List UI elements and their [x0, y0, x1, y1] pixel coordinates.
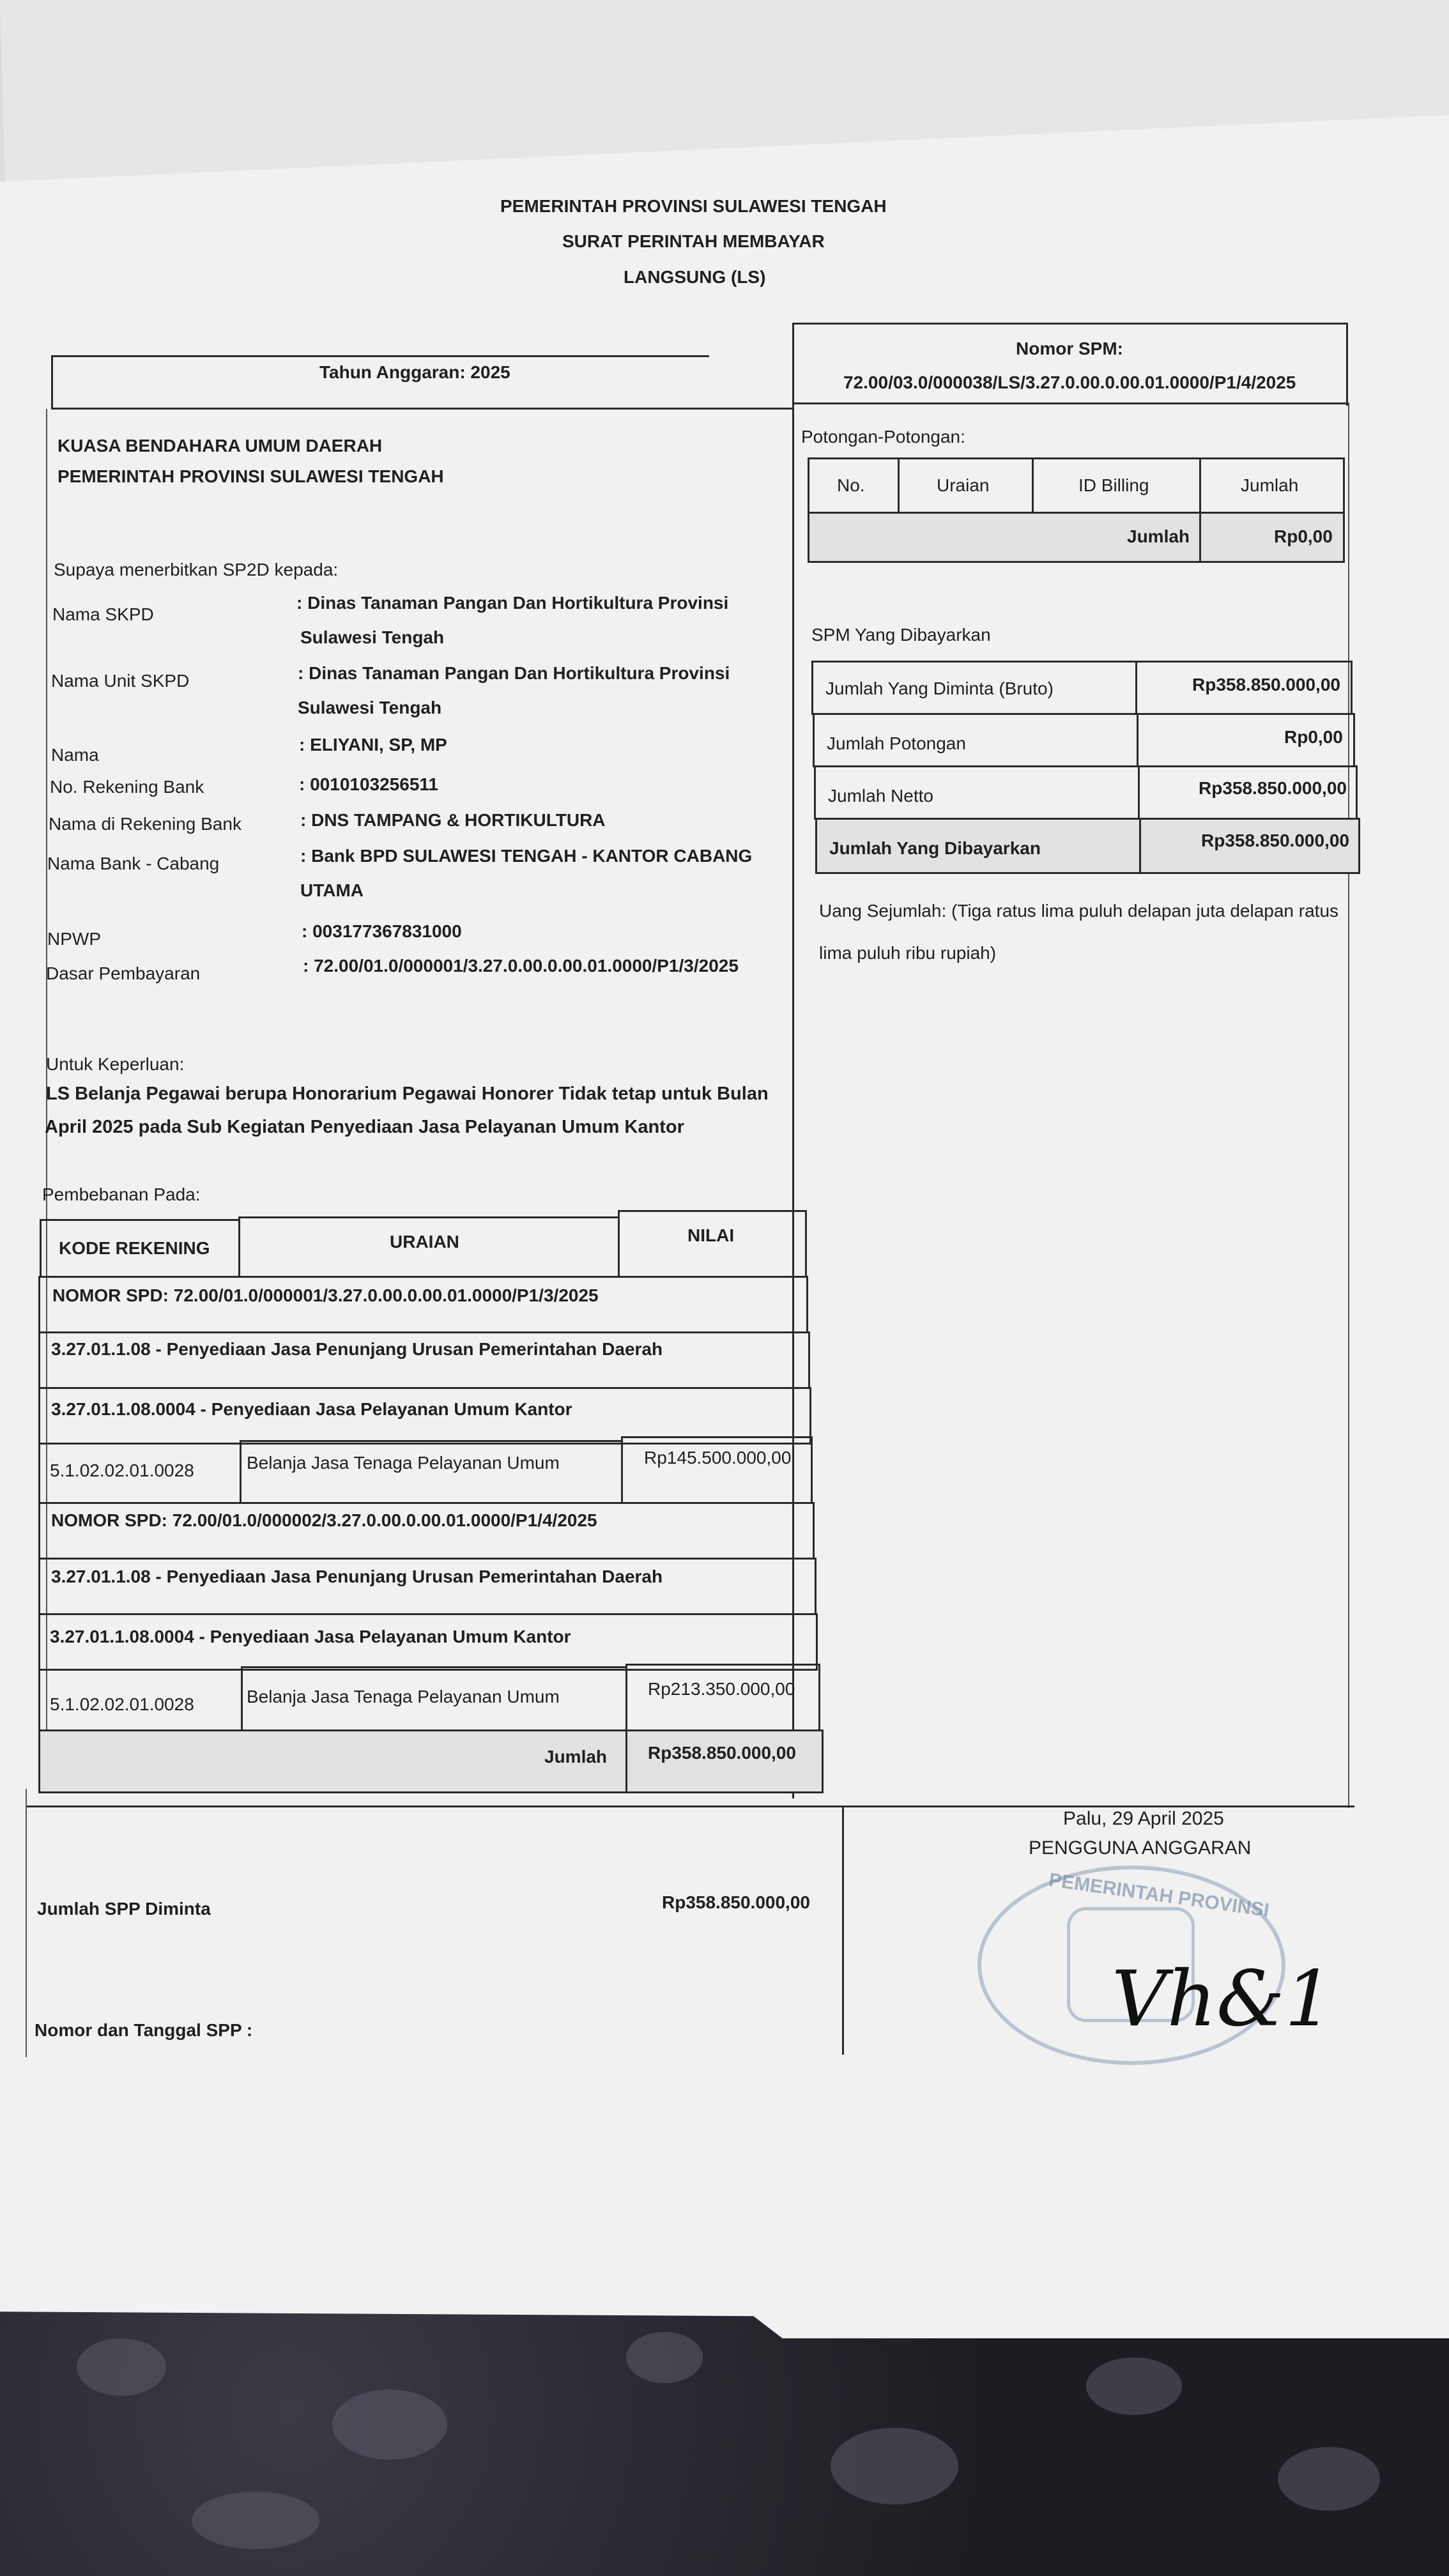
potongan-sum-label: Jumlah Potongan [827, 733, 966, 753]
terbilang-line2: lima puluh ribu rupiah) [819, 943, 997, 963]
col-nilai-text: NILAI [687, 1225, 735, 1245]
potongan-label: Potongan-Potongan: [801, 427, 965, 447]
header-title: SURAT PERINTAH MEMBAYAR [562, 231, 825, 251]
nama-unit-value-2: Sulawesi Tengah [298, 698, 442, 717]
nama-skpd-value-2: Sulawesi Tengah [300, 627, 445, 647]
frame-sep-right [792, 402, 1348, 404]
keperluan-label: Untuk Keperluan: [46, 1054, 185, 1074]
kuasa-line2: PEMERINTAH PROVINSI SULAWESI TENGAH [57, 466, 444, 486]
bruto-label: Jumlah Yang Diminta (Bruto) [825, 678, 1054, 698]
pot-jumlah-text: Jumlah [1241, 475, 1299, 495]
dasar-label: Dasar Pembayaran [46, 963, 201, 983]
pot-no-text: No. [837, 475, 865, 495]
footer-divider [842, 1805, 844, 2055]
nama-unit-value: : Dinas Tanaman Pangan Dan Hortikultura Provinsi [298, 663, 730, 683]
total-value: Rp358.850.000,00 [1201, 831, 1349, 850]
nama-rekening-label: Nama di Rekening Bank [49, 814, 241, 834]
col-uraian-text: URAIAN [390, 1232, 459, 1252]
col-kode-text: KODE REKENING [59, 1238, 210, 1258]
sub1-text: 3.27.01.1.08.0004 - Penyediaan Jasa Pelayanan Umum Kantor [51, 1399, 572, 1419]
keperluan-line2: April 2025 pada Sub Kegiatan Penyediaan Jasa Pelayanan Umum Kantor [45, 1117, 684, 1137]
nilai2-text: Rp213.350.000,00 [648, 1679, 795, 1699]
dibayarkan-label: SPM Yang Dibayarkan [811, 625, 991, 645]
keg2-text: 3.27.01.1.08 - Penyediaan Jasa Penunjang Urusan Pemerintahan Daerah [51, 1567, 663, 1586]
nomor-spm-label: Nomor SPM: [1016, 339, 1123, 358]
spp-label: Jumlah SPP Diminta [37, 1899, 211, 1919]
uraian2-text: Belanja Jasa Tenaga Pelayanan Umum [247, 1687, 560, 1706]
keg1-text: 3.27.01.1.08 - Penyediaan Jasa Penunjang Urusan Pemerintahan Daerah [51, 1339, 663, 1359]
netto-label: Jumlah Netto [828, 786, 933, 806]
nama-skpd-label: Nama SKPD [52, 604, 154, 624]
pot-total-value: Rp0,00 [1274, 526, 1333, 546]
frame-right-top [1346, 323, 1348, 406]
rekening-label: No. Rekening Bank [50, 777, 204, 797]
spd1-text: NOMOR SPD: 72.00/01.0/000001/3.27.0.00.0.00.01.0000/P1/3/2025 [52, 1285, 599, 1305]
pot-total-label: Jumlah [1127, 526, 1190, 546]
header-gov: PEMERINTAH PROVINSI SULAWESI TENGAH [500, 196, 887, 216]
terbilang-line1: Uang Sejumlah: (Tiga ratus lima puluh delapan juta delapan ratus [819, 901, 1339, 921]
place-date: Palu, 29 April 2025 [1063, 1808, 1224, 1829]
npwp-value: : 003177367831000 [302, 921, 462, 941]
nomor-spp-label: Nomor dan Tanggal SPP : [34, 2020, 253, 2040]
rekening-value: : 0010103256511 [299, 774, 438, 794]
tahun-anggaran: Tahun Anggaran: 2025 [319, 362, 510, 382]
signature: Vh&1 [1112, 1955, 1334, 2044]
pembebanan-label: Pembebanan Pada: [42, 1184, 201, 1204]
total-label: Jumlah Yang Dibayarkan [829, 838, 1041, 858]
bruto-value: Rp358.850.000,00 [1192, 675, 1340, 694]
nama-value: : ELIYANI, SP, MP [299, 735, 447, 755]
footer-left [26, 1789, 27, 2057]
nilai1-cell [621, 1436, 813, 1504]
jumlah-value: Rp358.850.000,00 [648, 1743, 796, 1763]
jumlah-label-cell [38, 1729, 627, 1793]
jumlah-label: Jumlah [544, 1747, 608, 1767]
frame-top-right [792, 323, 1348, 325]
nilai1-text: Rp145.500.000,00 [644, 1448, 792, 1468]
keperluan-line1: LS Belanja Pegawai berupa Honorarium Pegawai Honorer Tidak tetap untuk Bulan [46, 1084, 769, 1104]
nama-rekening-value: : DNS TAMPANG & HORTIKULTURA [300, 810, 606, 830]
npwp-label: NPWP [47, 929, 101, 949]
nomor-spm-value: 72.00/03.0/000038/LS/3.27.0.00.0.00.01.0000/P1/4/2025 [843, 372, 1296, 392]
frame-top-left [51, 355, 709, 357]
dasar-value: : 72.00/01.0/000001/3.27.0.00.0.00.01.0000/P1/3/2025 [303, 956, 739, 976]
header-subtitle: LANGSUNG (LS) [624, 267, 766, 287]
sub2-text: 3.27.01.1.08.0004 - Penyediaan Jasa Pelayanan Umum Kantor [50, 1627, 571, 1646]
pot-uraian-text: Uraian [937, 475, 990, 495]
nama-unit-label: Nama Unit SKPD [51, 671, 190, 691]
pot-billing-text: ID Billing [1078, 475, 1149, 495]
spd2-text: NOMOR SPD: 72.00/01.0/000002/3.27.0.00.0.00.01.0000/P1/4/2025 [51, 1510, 597, 1530]
supaya-text: Supaya menerbitkan SP2D kepada: [54, 560, 339, 579]
uraian1-text: Belanja Jasa Tenaga Pelayanan Umum [247, 1453, 560, 1473]
frame-left-top [51, 355, 53, 410]
role-title: PENGGUNA ANGGARAN [1029, 1837, 1252, 1859]
potongan-sum-value: Rp0,00 [1284, 727, 1343, 747]
bank-value-2: UTAMA [300, 880, 364, 900]
frame-sep-left [51, 408, 792, 410]
nama-skpd-value: : Dinas Tanaman Pangan Dan Hortikultura Provinsi [296, 593, 729, 613]
spp-value: Rp358.850.000,00 [662, 1892, 810, 1912]
netto-value: Rp358.850.000,00 [1199, 778, 1347, 798]
frame-right [1348, 402, 1349, 1808]
footer-line [26, 1805, 1354, 1807]
stamp-text: PEMERINTAH PROVINSI [1047, 1869, 1271, 1922]
bank-label: Nama Bank - Cabang [47, 854, 220, 873]
kuasa-line1: KUASA BENDAHARA UMUM DAERAH [57, 436, 383, 456]
kode2-text: 5.1.02.02.01.0028 [50, 1694, 194, 1714]
kode1-text: 5.1.02.02.01.0028 [50, 1460, 194, 1480]
nama-label: Nama [51, 745, 99, 765]
bank-value: : Bank BPD SULAWESI TENGAH - KANTOR CABANG [300, 846, 753, 866]
